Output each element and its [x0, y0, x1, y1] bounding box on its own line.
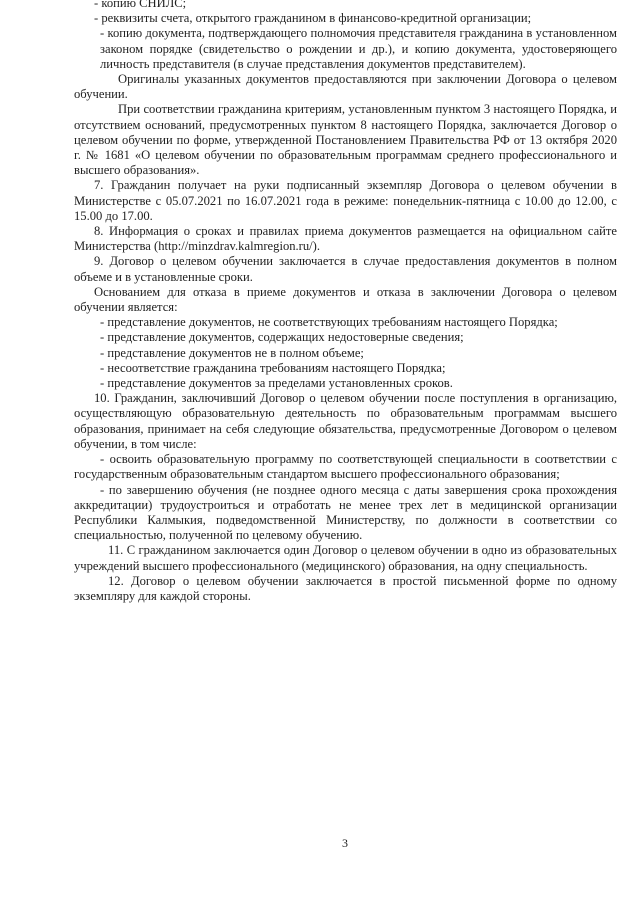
list-item-refusal-4: - несоответствие гражданина требованиям настоящего Порядка;	[100, 360, 446, 375]
document-body	[74, 0, 617, 604]
paragraph-item-10: 10. Гражданин, заключивший Договор о целевом обучении после поступления в организацию, осуществляющую образовательную деятельность по образовательным программам высшего образования, принимает на себя следующие обязательства, предусмотренные Договором о целевом обучении, в том числе:	[74, 391, 617, 451]
paragraph-representative-docs: - копию документа, подтверждающего полномочия представителя гражданина в установленном законом порядке (свидетельство о рождении и др.), и копию документа, удостоверяющего личность представителя (в случае представления документов представителем).	[100, 26, 617, 71]
paragraph-item-8: 8. Информация о сроках и правилах приема документов размещается на официальном сайте Министерства (http://minzdrav.kalmregion.ru/).	[74, 224, 617, 254]
list-item-refusal-5: - представление документов за пределами установленных сроков.	[100, 376, 453, 391]
paragraph-item-11: 11. С гражданином заключается один Договор о целевом обучении в одно из образовательных учреждений высшего профессионального (медицинского) образования, на одну специальность.	[74, 543, 617, 573]
paragraph-snils: - копию СНИЛС;	[94, 0, 187, 10]
paragraph-item-12: 12. Договор о целевом обучении заключается в простой письменной форме по одному экземпляру для каждой стороны.	[74, 573, 617, 603]
paragraph-bank-details: - реквизиты счета, открытого гражданином в финансово-кредитной организации;	[94, 11, 532, 26]
list-item-refusal-1: - представление документов, не соответствующих требованиям настоящего Порядка;	[100, 315, 558, 330]
paragraph-contract-criteria: При соответствии гражданина критериям, установленным пунктом 3 настоящего Порядка, и отсутствием оснований, предусмотренных пунктом 8 настоящего Порядка, заключается Договор о целевом обучении по форме, утвержденной Постановлением Правительства РФ от 13 октября 2020 г. № 1681 «О целевом обучении по образовательным программам среднего профессионального и высшего образования».	[74, 102, 617, 178]
paragraph-refusal-grounds: Основанием для отказа в приеме документов и отказа в заключении Договора о целевом обучении является:	[74, 284, 617, 315]
list-item-obligation-2: - по завершению обучения (не позднее одного месяца с даты завершения срока прохождения аккредитации) трудоустроиться и отработать не менее трех лет в медицинской организации Республики Калмыкия, подведомственной Министерству, по должности в соответствии со специальностью, полученной по целевому обучению.	[74, 482, 617, 543]
list-item-refusal-2: - представление документов, содержащих недостоверные сведения;	[100, 330, 464, 345]
paragraph-originals: Оригиналы указанных документов предоставляются при заключении Договора о целевом обучении.	[74, 72, 617, 102]
list-item-refusal-3: - представление документов не в полном объеме;	[100, 345, 364, 360]
paragraph-item-7: 7. Гражданин получает на руки подписанный экземпляр Договора о целевом обучении в Министерстве с 05.07.2021 по 16.07.2021 года в режиме: понедельник-пятница с 10.00 до 12.00, с 15.00 до 17.00.	[74, 178, 617, 223]
page-number: 3	[342, 836, 348, 850]
list-item-obligation-1: - освоить образовательную программу по соответствующей специальности в соответствии с государственным образовательным стандартом высшего профессионального образования;	[74, 452, 617, 482]
paragraph-item-9: 9. Договор о целевом обучении заключается в случае предоставления документов в полном объеме и в установленные сроки.	[74, 254, 617, 284]
